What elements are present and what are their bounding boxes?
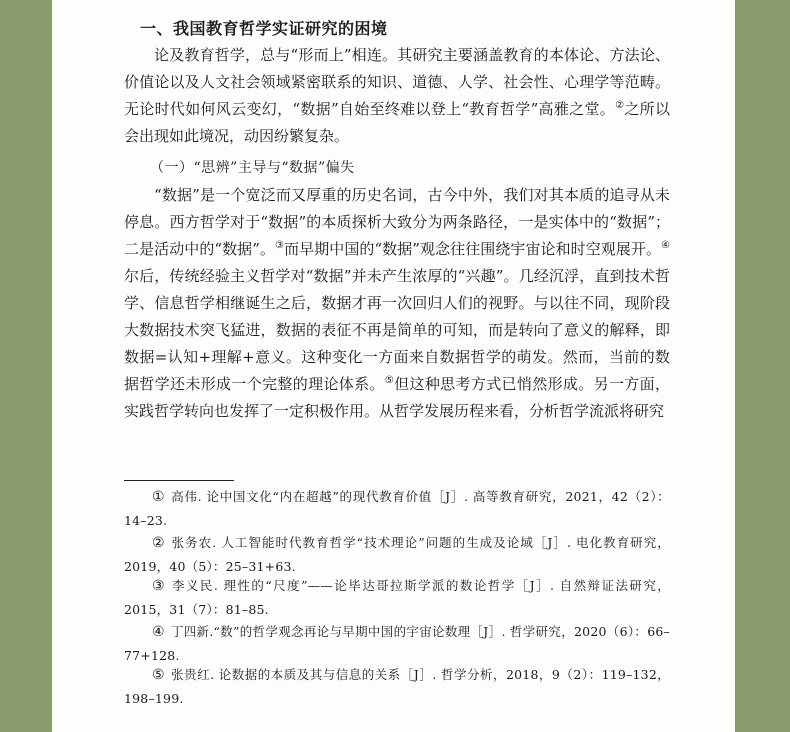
paragraph-1-tail: 之所以会出现如此境况，动因纷繁复杂。	[124, 100, 670, 145]
section-heading: 一、我国教育哲学实证研究的困境	[140, 19, 388, 38]
footnote-3	[124, 574, 670, 621]
footnote-5-marker: ⑤	[152, 667, 166, 683]
footnote-3-text: 李义民. 理性的“尺度”——论毕达哥拉斯学派的数论哲学［J］. 自然辩证法研究，2015，31（7）：81–85.	[124, 578, 670, 617]
footnote-divider	[124, 480, 234, 481]
footnote-1-marker: ①	[152, 489, 166, 505]
paragraph-2-part2: 而早期中国的“数据”观念往往围绕宇宙论和时空观展开。	[284, 240, 662, 258]
paragraph-1-text: 论及教育哲学，总与“形而上”相连。其研究主要涵盖教育的本体论、方法论、价值论以及人文社会领域紧密联系的知识、道德、人学、社会性、心理学等范畴。无论时代如何风云变幻，“数据”自始至终难以登上“教育哲学”高雅之堂。	[124, 46, 670, 118]
footnote-ref-2[interactable]: ②	[615, 100, 625, 111]
footnote-ref-3[interactable]: ③	[275, 240, 285, 251]
footnote-2-text: 张务农. 人工智能时代教育哲学“技术理论”问题的生成及论域［J］. 电化教育研究，2019，40（5）：25–31+63.	[124, 535, 670, 574]
footnote-2	[124, 531, 670, 578]
footnote-5	[124, 663, 670, 710]
document-page	[52, 0, 735, 732]
footnote-4	[124, 620, 670, 667]
footnote-1-text: 高伟. 论中国文化“内在超越”的现代教育价值［J］. 高等教育研究，2021，42（2）：14–23.	[124, 489, 670, 528]
subsection-heading: （一）“思辨”主导与“数据”偏失	[150, 160, 355, 176]
footnote-3-marker: ③	[152, 578, 167, 594]
paragraph-2-part3: 尔后，传统经验主义哲学对“数据”并未产生浓厚的“兴趣”。几经沉浮，直到技术哲学、信息哲学相继诞生之后，数据才再一次回归人们的视野。与以往不同，现阶段大数据技术突飞猛进，数据的表征不再是简单的可知，而是转向了意义的解释，即数据=认知+理解+意义。这种变化一方面来自数据哲学的萌发。然而，当前的数据哲学还未形成一个完整的理论体系。	[124, 267, 670, 393]
footnote-5-text: 张贵红. 论数据的本质及其与信息的关系［J］. 哲学分析，2018，9（2）：119–132，198–199.	[124, 667, 670, 706]
paragraph-2-part4: 但这种思考方式已悄然形成。另一方面，实践哲学转向也发挥了一定积极作用。从哲学发展历程来看，分析哲学流派将研究	[124, 375, 670, 420]
paragraph-1	[124, 42, 670, 150]
footnote-ref-4[interactable]: ④	[661, 240, 670, 251]
footnote-1	[124, 485, 670, 532]
footnote-4-marker: ④	[152, 624, 165, 640]
paragraph-2-part1: “数据”是一个宽泛而又厚重的历史名词，古今中外，我们对其本质的追寻从未停息。西方哲学对于“数据”的本质探析大致分为两条路径，一是实体中的“数据”；二是活动中的“数据”。	[124, 186, 670, 258]
footnote-2-marker: ②	[152, 535, 166, 551]
footnote-4-text: 丁四新.“数”的哲学观念再论与早期中国的宇宙论数理［J］. 哲学研究，2020（6）：66–77+128.	[124, 624, 670, 663]
paragraph-2	[124, 182, 670, 425]
footnote-ref-5[interactable]: ⑤	[384, 375, 395, 386]
